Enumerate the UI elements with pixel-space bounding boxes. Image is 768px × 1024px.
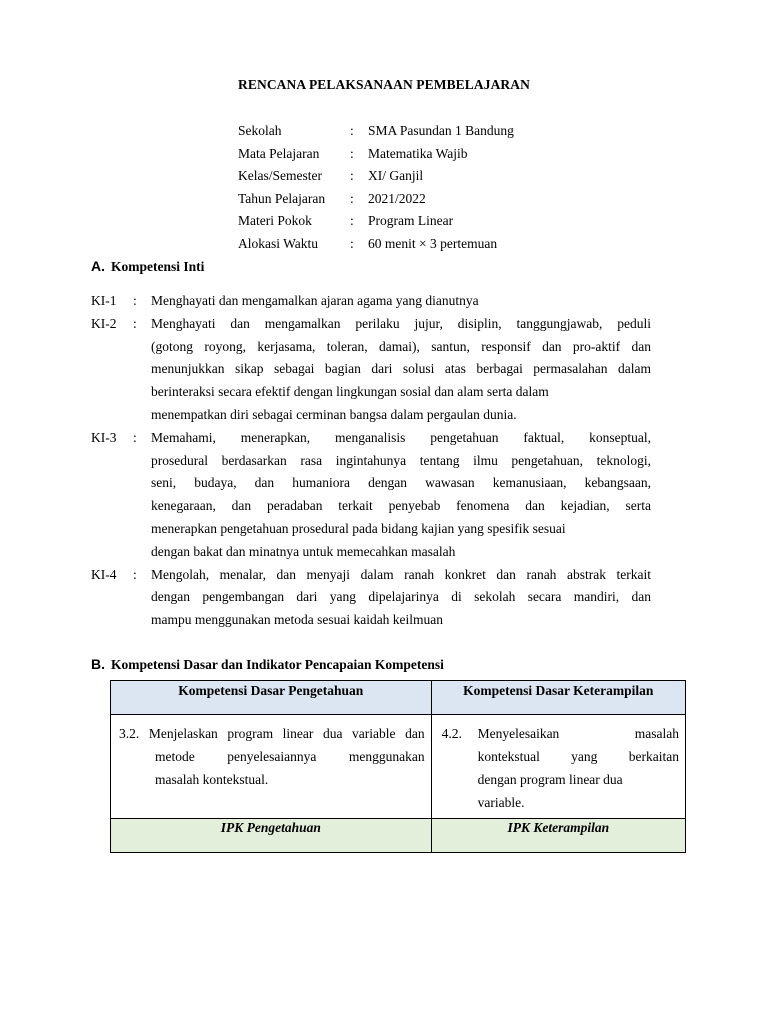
info-colon: : — [350, 123, 354, 139]
info-colon: : — [350, 235, 354, 251]
ki-text — [151, 564, 651, 632]
ki-line: menempatkan diri sebagai cerminan bangsa dalam pergaulan dunia. — [151, 406, 517, 422]
info-label: Tahun Pelajaran — [238, 190, 326, 206]
section-title: Kompetensi Inti — [111, 259, 205, 274]
info-row-time — [238, 233, 514, 256]
ipk-knowledge-header: IPK Pengetahuan — [111, 819, 432, 853]
kd-line-text: Menjelaskan program linear dua variable dan — [148, 726, 425, 741]
ki-line: seni, budaya, dan humaniora dengan wawasan kemanusiaan, kebangsaan, — [151, 475, 651, 491]
ki-colon: : — [133, 293, 137, 308]
ki-text — [151, 313, 651, 427]
ki-line: Menghayati dan mengamalkan perilaku jujur, disiplin, tanggungjawab, peduli — [151, 315, 651, 331]
info-colon: : — [350, 213, 354, 229]
ki-item — [91, 427, 651, 564]
kd-skill-cell — [431, 715, 685, 819]
info-label: Kelas/Semester — [238, 168, 322, 184]
table-row — [111, 715, 686, 819]
table-header-skill: Kompetensi Dasar Keterampilan — [431, 681, 685, 715]
ki-item — [91, 313, 651, 427]
ki-line: menerapkan pengetahuan prosedural pada bidang kajian yang spesifik sesuai — [151, 520, 566, 536]
ki-colon: : — [133, 429, 137, 445]
info-label: Sekolah — [238, 123, 282, 139]
ki-line: Memahami, menerapkan, menganalisis pengetahuan faktual, konseptual, — [151, 429, 651, 445]
info-value: 60 menit × 3 pertemuan — [368, 235, 498, 251]
kd-skill-line: dengan program linear dua — [477, 772, 623, 787]
ki-code: KI-1 — [91, 293, 117, 308]
info-colon: : — [350, 190, 354, 206]
table-ipk-row — [111, 819, 686, 853]
ki-code: KI-3 — [91, 429, 117, 445]
ki-text — [151, 290, 651, 313]
ki-code: KI-4 — [91, 566, 117, 582]
table-header-knowledge: Kompetensi Dasar Pengetahuan — [111, 681, 432, 715]
info-label: Alokasi Waktu — [238, 235, 319, 251]
ki-line: prosedural berdasarkan rasa ingintahunya tentang ilmu pengetahuan, teknologi, — [151, 452, 651, 468]
info-value: Program Linear — [368, 213, 454, 229]
ki-item — [91, 564, 651, 632]
kd-skill-content — [433, 716, 684, 817]
ki-line: dengan pengembangan dari yang dipelajarinya di sekolah secara mandiri, dan — [151, 589, 651, 605]
info-row-class — [238, 165, 514, 188]
kd-number: 4.2. — [441, 726, 462, 741]
kd-knowledge-line — [119, 722, 425, 745]
identity-block — [238, 120, 514, 255]
kd-skill-line: Menyelesaikan masalah — [477, 726, 679, 741]
ki-line: Mengolah, menalar, dan menyaji dalam ranah konkret dan ranah abstrak terkait — [151, 566, 651, 582]
section-letter: A. — [91, 258, 105, 274]
kd-knowledge-line: masalah kontekstual. — [155, 772, 269, 787]
section-heading-b — [91, 656, 444, 673]
section-letter: B. — [91, 656, 105, 672]
info-colon: : — [350, 145, 354, 161]
section-title: Kompetensi Dasar dan Indikator Pencapaian Kompetensi — [111, 657, 444, 672]
ipk-skill-header: IPK Keterampilan — [431, 819, 685, 853]
ki-line: Menghayati dan mengamalkan ajaran agama yang dianutnya — [151, 293, 479, 308]
ki-line: mampu menggunakan metoda sesuai kaidah keilmuan — [151, 612, 444, 628]
info-value: 2021/2022 — [368, 190, 426, 206]
info-row-subject — [238, 143, 514, 166]
ki-line: berinteraksi secara efektif dengan lingkungan sosial dan alam serta dalam — [151, 384, 549, 400]
info-label: Materi Pokok — [238, 213, 312, 229]
info-label: Mata Pelajaran — [238, 145, 320, 161]
ki-text — [151, 427, 651, 564]
kd-knowledge-content — [112, 716, 430, 794]
table-header-row — [111, 681, 686, 715]
info-value: SMA Pasundan 1 Bandung — [368, 123, 514, 139]
kd-skill-line: kontekstual yang berkaitan — [477, 749, 679, 764]
kompetensi-inti-list — [91, 290, 651, 632]
ki-line: kenegaraan, dan peradaban terkait penyebab fenomena dan kejadian, serta — [151, 498, 651, 514]
document-title: RENCANA PELAKSANAAN PEMBELAJARAN — [238, 77, 530, 92]
section-heading-a — [91, 258, 204, 275]
info-row-school — [238, 120, 514, 143]
kd-knowledge-line: metode penyelesaiannya menggunakan — [155, 749, 425, 764]
ki-line: dengan bakat dan minatnya untuk memecahkan masalah — [151, 543, 456, 559]
ki-colon: : — [133, 566, 137, 582]
info-colon: : — [350, 168, 354, 184]
kd-skill-line: variable. — [477, 795, 525, 810]
kd-knowledge-cell — [111, 715, 432, 819]
ki-code: KI-2 — [91, 315, 117, 331]
info-row-topic — [238, 210, 514, 233]
kompetensi-dasar-table — [110, 680, 686, 853]
ki-item — [91, 290, 651, 313]
info-value: Matematika Wajib — [368, 145, 468, 161]
ki-colon: : — [133, 315, 137, 331]
info-row-year — [238, 188, 514, 211]
kd-number: 3.2. — [119, 726, 140, 741]
ki-line: menunjukkan sikap sebagai bagian dari solusi atas berbagai permasalahan dalam — [151, 361, 651, 377]
info-value: XI/ Ganjil — [368, 168, 424, 184]
ki-line: (gotong royong, kerjasama, toleran, damai), santun, responsif dan pro-aktif dan — [151, 338, 651, 354]
